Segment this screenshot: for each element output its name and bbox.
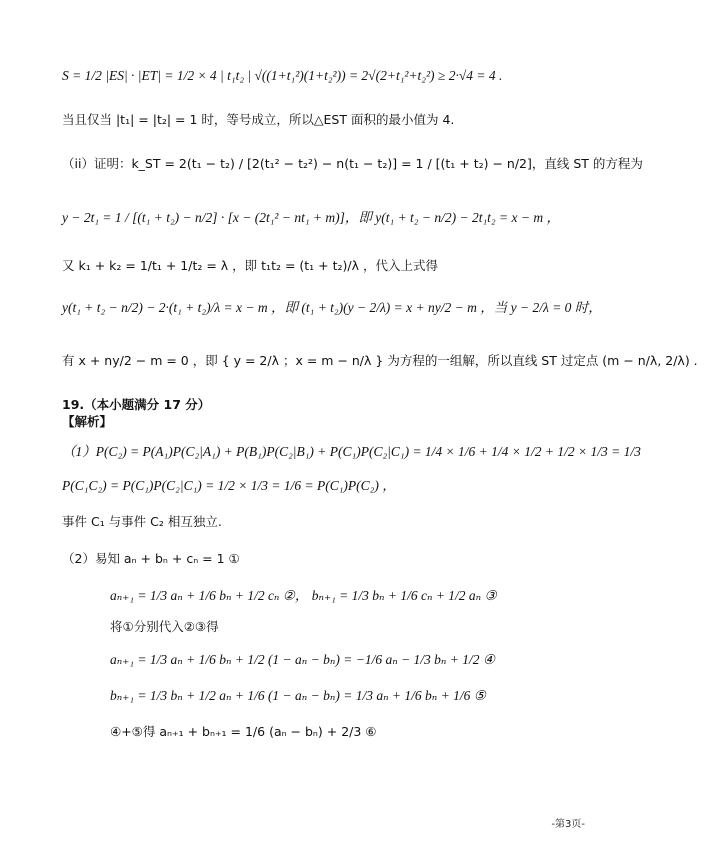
part1-probability-line: （1）P(C₂) = P(A₁)P(C₂|A₁) + P(B₁)P(C₂|B₁) + P(C₁)P(C₂|C₁) = 1/4 × 1/6 + 1/4 × 1/2 + 1/2 × 1/3 = 1/3 — [62, 444, 641, 459]
recurrence-eq-6: ④+⑤得 aₙ₊₁ + bₙ₊₁ = 1/6 (aₙ − bₙ) + 2/3 ⑥ — [110, 724, 377, 739]
line-st-equation: y − 2t₁ = 1 / [(t₁ + t₂) − n/2] · [x − (2t₁² − nt₁ + m)]，即 y(t₁ + t₂ − n/2) − 2t₁t₂ = x − m ， — [62, 210, 560, 225]
page-number: -第3页- — [551, 819, 585, 830]
area-formula-line: S = 1/2 |ES| · |ET| = 1/2 × 4 | t₁t₂ | √((1+t₁²)(1+t₂²)) = 2√(2+t₁²+t₂²) ≥ 2·√4 = 4 . — [62, 68, 503, 83]
recurrence-eq-2-3: aₙ₊₁ = 1/3 aₙ + 1/6 bₙ + 1/2 cₙ ②， bₙ₊₁ = 1/3 bₙ + 1/6 cₙ + 1/2 aₙ ③ — [110, 588, 497, 603]
part2-intro-line: （2）易知 aₙ + bₙ + cₙ = 1 ① — [62, 551, 240, 566]
fixed-point-conclusion-line: 有 x + ny/2 − m = 0 ，即 { y = 2/λ ；x = m − n/λ } 为方程的一组解，所以直线 ST 过定点 (m − n/λ, 2/λ) . — [62, 353, 698, 368]
substitution-instruction-line: 将①分别代入②③得 — [110, 619, 219, 634]
lambda-relation-line: 又 k₁ + k₂ = 1/t₁ + 1/t₂ = λ ，即 t₁t₂ = (t₁ + t₂)/λ ，代入上式得 — [62, 258, 438, 273]
equality-condition-line: 当且仅当 |t₁| = |t₂| = 1 时，等号成立，所以△EST 面积的最小值为 4. — [62, 112, 455, 127]
recurrence-eq-4: aₙ₊₁ = 1/3 aₙ + 1/6 bₙ + 1/2 (1 − aₙ − bₙ) = −1/6 aₙ − 1/3 bₙ + 1/2 ④ — [110, 652, 495, 667]
substituted-equation-line: y(t₁ + t₂ − n/2) − 2·(t₁ + t₂)/λ = x − m ，即 (t₁ + t₂)(y − 2/λ) = x + ny/2 − m ，当 y − 2/λ = 0 时， — [62, 300, 602, 315]
independence-conclusion-line: 事件 C₁ 与事件 C₂ 相互独立. — [62, 514, 222, 529]
solution-heading: 【解析】 — [62, 414, 113, 429]
slope-st-line: （ii）证明：k_ST = 2(t₁ − t₂) / [2(t₁² − t₂²) − n(t₁ − t₂)] = 1 / [(t₁ + t₂) − n/2]，直线 ST 的方程为 — [62, 156, 643, 171]
problem-19-heading: 19.（本小题满分 17 分） — [62, 397, 211, 412]
recurrence-eq-5: bₙ₊₁ = 1/3 bₙ + 1/2 aₙ + 1/6 (1 − aₙ − bₙ) = 1/3 aₙ + 1/6 bₙ + 1/6 ⑤ — [110, 688, 486, 703]
joint-probability-line: P(C₁C₂) = P(C₁)P(C₂|C₁) = 1/2 × 1/3 = 1/6 = P(C₁)P(C₂) ， — [62, 478, 396, 493]
